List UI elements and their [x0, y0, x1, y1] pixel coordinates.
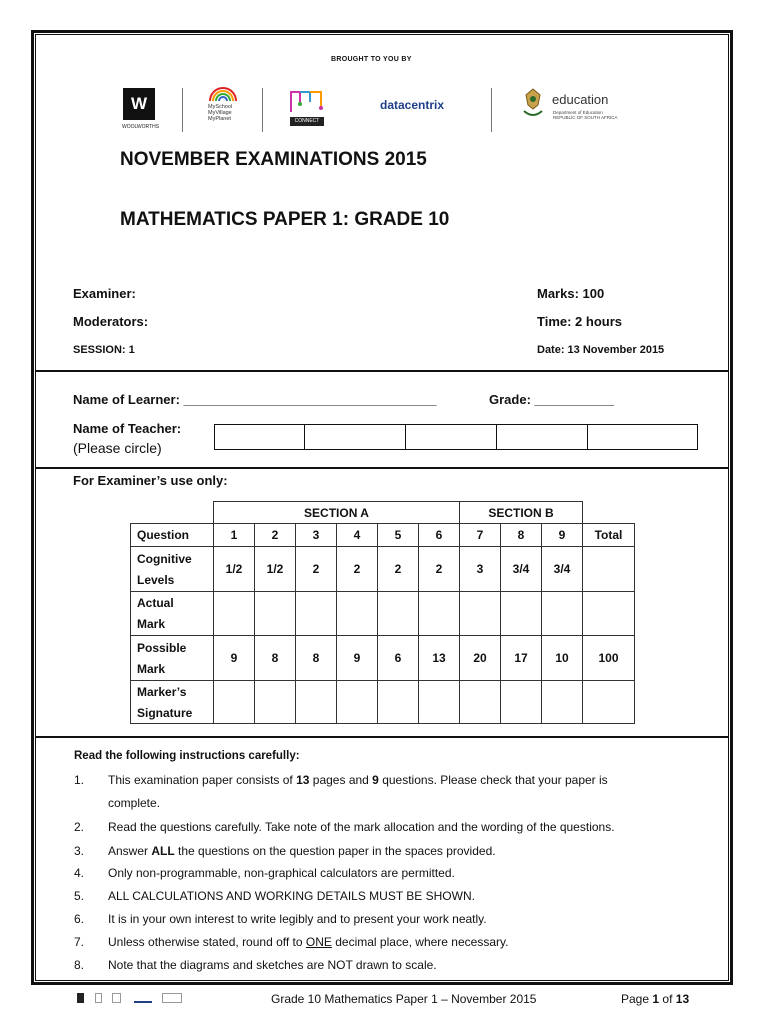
actual-mark-cell[interactable] — [296, 592, 337, 636]
question-number: 5 — [378, 524, 419, 547]
cognitive-level-cell: 3 — [460, 547, 501, 592]
row-label-cognitive-levels: Cognitive Levels — [131, 547, 214, 592]
question-number: 7 — [460, 524, 501, 547]
signature-cell[interactable] — [419, 681, 460, 724]
instruction-number: 8. — [74, 958, 85, 972]
possible-mark-cell: 8 — [255, 636, 296, 681]
teacher-option-box[interactable] — [405, 424, 497, 450]
possible-mark-cell: 13 — [419, 636, 460, 681]
cognitive-level-cell: 1/2 — [255, 547, 296, 592]
rainbow-logo-icon — [208, 84, 238, 102]
woolworths-logo: W — [123, 88, 155, 120]
question-number: 4 — [337, 524, 378, 547]
sponsor-divider — [182, 88, 183, 132]
signature-cell[interactable] — [255, 681, 296, 724]
signature-cell[interactable] — [378, 681, 419, 724]
teacher-option-box[interactable] — [214, 424, 305, 450]
education-subtitle: Department of Education REPUBLIC OF SOUTH AFRICA — [553, 110, 618, 120]
connect-logo-icon — [288, 86, 326, 114]
actual-mark-cell[interactable] — [255, 592, 296, 636]
table-row — [131, 547, 635, 592]
cognitive-level-cell: 1/2 — [214, 547, 255, 592]
row-label-possible-mark: Possible Mark — [131, 636, 214, 681]
possible-mark-cell: 6 — [378, 636, 419, 681]
rainbow-mini-icon — [95, 993, 102, 1003]
cognitive-level-cell: 2 — [419, 547, 460, 592]
table-row — [131, 592, 635, 636]
actual-mark-cell[interactable] — [337, 592, 378, 636]
instruction-text: Unless otherwise stated, round off to ONE decimal place, where necessary. — [108, 935, 509, 949]
question-number: 3 — [296, 524, 337, 547]
section-divider — [35, 370, 729, 372]
instruction-text: It is in your own interest to write legibly and to present your work neatly. — [108, 912, 487, 926]
section-a-header: SECTION A — [214, 502, 460, 524]
question-number: 2 — [255, 524, 296, 547]
actual-mark-cell[interactable] — [419, 592, 460, 636]
table-row — [131, 524, 635, 547]
instruction-number: 1. — [74, 773, 85, 787]
instruction-number: 4. — [74, 866, 85, 880]
connect-caption: CONNECT — [290, 117, 324, 126]
datacentrix-mini-icon — [134, 993, 152, 1003]
grade-field[interactable]: Grade: ___________ — [489, 392, 615, 407]
cognitive-level-cell: 2 — [296, 547, 337, 592]
marks-table — [130, 501, 635, 724]
possible-mark-cell: 9 — [214, 636, 255, 681]
datacentrix-logo: datacentrix — [380, 98, 445, 112]
instruction-number: 5. — [74, 889, 85, 903]
paper-title: MATHEMATICS PAPER 1: GRADE 10 — [120, 209, 450, 230]
examiner-label: Examiner: — [73, 286, 136, 301]
table-corner — [583, 502, 635, 524]
myschool-logo-text: MySchool MyVillage MyPlanet — [208, 104, 233, 122]
woolworths-name: WOOLWORTHS — [122, 124, 160, 130]
moderators-label: Moderators: — [73, 314, 149, 329]
row-label-question: Question — [131, 524, 214, 547]
education-logo-text: education — [552, 92, 609, 107]
teacher-option-box[interactable] — [304, 424, 406, 450]
possible-mark-cell: 20 — [460, 636, 501, 681]
sponsor-divider — [262, 88, 263, 132]
actual-mark-cell[interactable] — [501, 592, 542, 636]
section-divider — [35, 736, 729, 738]
actual-mark-cell[interactable] — [542, 592, 583, 636]
education-mini-icon — [162, 993, 182, 1003]
signature-cell[interactable] — [583, 681, 635, 724]
date-label: Date: 13 November 2015 — [537, 344, 665, 356]
signature-cell[interactable] — [501, 681, 542, 724]
actual-mark-cell[interactable] — [214, 592, 255, 636]
possible-mark-cell: 8 — [296, 636, 337, 681]
teacher-label: Name of Teacher: — [73, 421, 182, 436]
total-header: Total — [583, 524, 635, 547]
brought-to-you-by: BROUGHT TO YOU BY — [331, 56, 412, 63]
cognitive-level-cell: 2 — [378, 547, 419, 592]
session-label: SESSION: 1 — [73, 344, 135, 356]
row-label-actual-mark: Actual Mark — [131, 592, 214, 636]
teacher-option-box[interactable] — [587, 424, 698, 450]
section-divider — [35, 467, 729, 469]
footer-title: Grade 10 Mathematics Paper 1 – November 2015 — [271, 992, 537, 1006]
sponsor-divider — [491, 88, 492, 132]
time-label: Time: 2 hours — [537, 314, 623, 329]
woolworths-mini-icon — [77, 993, 84, 1003]
instruction-text: Read the questions carefully. Take note of the mark allocation and the wording of the questions. — [108, 820, 615, 834]
signature-cell[interactable] — [542, 681, 583, 724]
connect-mini-icon — [112, 993, 121, 1003]
question-number: 8 — [501, 524, 542, 547]
instruction-text: This examination paper consists of 13 pages and 9 questions. Please check that your paper is — [108, 773, 608, 787]
table-row — [131, 681, 635, 724]
instruction-text: Answer ALL the questions on the question paper in the spaces provided. — [108, 844, 496, 858]
instruction-text: Only non-programmable, non-graphical calculators are permitted. — [108, 866, 455, 880]
exam-title: NOVEMBER EXAMINATIONS 2015 — [120, 149, 427, 170]
examiner-use-heading: For Examiner’s use only: — [73, 473, 228, 488]
possible-mark-cell: 100 — [583, 636, 635, 681]
cognitive-level-cell: 3/4 — [542, 547, 583, 592]
question-number: 9 — [542, 524, 583, 547]
cognitive-level-cell: 2 — [337, 547, 378, 592]
teacher-option-box[interactable] — [496, 424, 588, 450]
coat-of-arms-icon — [520, 87, 546, 121]
actual-mark-cell[interactable] — [378, 592, 419, 636]
possible-mark-cell: 9 — [337, 636, 378, 681]
signature-cell[interactable] — [296, 681, 337, 724]
section-b-header: SECTION B — [460, 502, 583, 524]
please-circle-note: (Please circle) — [73, 440, 162, 456]
possible-mark-cell: 17 — [501, 636, 542, 681]
signature-cell[interactable] — [460, 681, 501, 724]
table-corner — [131, 502, 214, 524]
signature-cell[interactable] — [337, 681, 378, 724]
question-number: 1 — [214, 524, 255, 547]
instruction-text: ALL CALCULATIONS AND WORKING DETAILS MUST BE SHOWN. — [108, 889, 475, 903]
instructions-heading: Read the following instructions carefully: — [74, 750, 300, 762]
instruction-number: 7. — [74, 935, 85, 949]
possible-mark-cell: 10 — [542, 636, 583, 681]
marks-label: Marks: 100 — [537, 286, 605, 301]
instruction-number: 6. — [74, 912, 85, 926]
instruction-number: 2. — [74, 820, 85, 834]
actual-mark-cell[interactable] — [583, 592, 635, 636]
instruction-number: 3. — [74, 844, 85, 858]
instruction-text-continued: complete. — [108, 796, 161, 810]
table-row — [131, 636, 635, 681]
question-number: 6 — [419, 524, 460, 547]
page-number: Page 1 of 13 — [621, 992, 690, 1006]
row-label-marker-signature: Marker’s Signature — [131, 681, 214, 724]
instruction-text: Note that the diagrams and sketches are NOT drawn to scale. — [108, 958, 437, 972]
cognitive-level-cell — [583, 547, 635, 592]
actual-mark-cell[interactable] — [460, 592, 501, 636]
learner-name-field[interactable]: Name of Learner: ___________________________________ — [73, 392, 437, 407]
cognitive-level-cell: 3/4 — [501, 547, 542, 592]
signature-cell[interactable] — [214, 681, 255, 724]
